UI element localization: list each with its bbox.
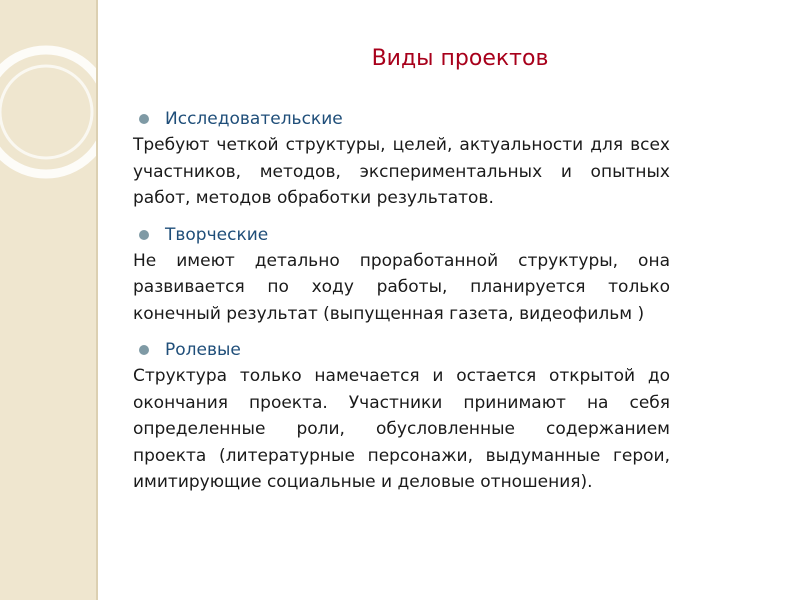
item-heading-text: Исследовательские	[165, 109, 343, 129]
item-description: Не имеют детально проработанной структуры, она развивается по ходу работы, планируется только конечный результат (выпущенная газета, видеофильм )	[133, 250, 670, 324]
slide-title: Виды проектов	[371, 46, 549, 71]
item-heading	[133, 337, 670, 363]
list-item	[133, 222, 670, 328]
bullet-icon	[139, 230, 149, 240]
decorative-rings-icon	[0, 0, 96, 600]
bullet-icon	[139, 114, 149, 124]
item-description: Структура только намечается и остается открытой до окончания проекта. Участники принимают на себя определенные роли, обусловленные содержанием проекта (литературные персонажи, выдуманные герои, имитирующие социальные и деловые отношения).	[133, 366, 670, 492]
decorative-sidebar	[0, 0, 96, 600]
sidebar-divider	[96, 0, 98, 600]
bullet-icon	[139, 345, 149, 355]
item-heading-text: Ролевые	[165, 340, 241, 360]
item-heading	[133, 222, 670, 248]
content-list	[133, 106, 670, 506]
list-item	[133, 106, 670, 212]
item-description: Требуют четкой структуры, целей, актуальности для всех участников, методов, экспериментальных и опытных работ, методов обработки результатов.	[133, 135, 670, 208]
item-heading-text: Творческие	[165, 224, 269, 245]
item-heading	[133, 106, 670, 132]
list-item	[133, 337, 670, 496]
